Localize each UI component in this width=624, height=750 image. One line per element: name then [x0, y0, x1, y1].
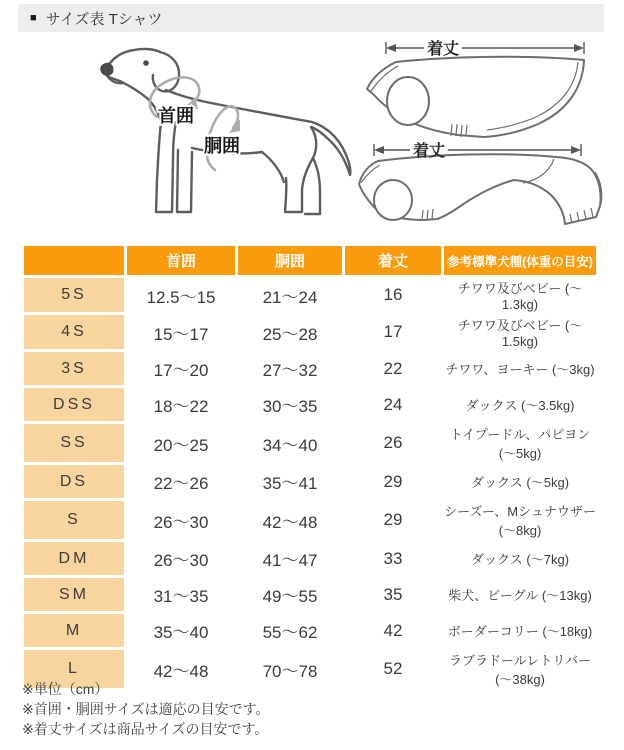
girth-cell: 42～48 [238, 501, 342, 539]
table-row [24, 352, 596, 385]
length-cell: 26 [345, 424, 441, 462]
neck-cell: 26～30 [127, 501, 235, 539]
table-row [24, 424, 596, 462]
size-cell: DSS [24, 388, 124, 421]
size-cell: S [24, 501, 124, 539]
header-cell-length: 着丈 [345, 246, 441, 275]
length-cell: 22 [345, 352, 441, 385]
page-title: サイズ表 Tシャツ [45, 10, 163, 28]
length-cell: 33 [345, 542, 441, 575]
girth-cell: 21～24 [238, 278, 342, 312]
note-unit: ※単位（cm） [22, 681, 109, 697]
neck-cell: 42～48 [127, 650, 235, 688]
neck-cell: 17～20 [127, 352, 235, 385]
girth-cell: 49～55 [238, 578, 342, 611]
table-row [24, 578, 596, 611]
neck-cell: 26～30 [127, 542, 235, 575]
neck-cell: 22～26 [127, 465, 235, 498]
table-row [24, 542, 596, 575]
size-cell: M [24, 614, 124, 647]
girth-cell: 30～35 [238, 388, 342, 421]
front-leg-hole [374, 180, 412, 220]
footnotes [22, 679, 270, 739]
neck-cell: 12.5～15 [127, 278, 235, 312]
bodysuit-diagram [359, 154, 601, 224]
length-cell: 29 [345, 465, 441, 498]
size-cell: 3S [24, 352, 124, 385]
table-row [24, 614, 596, 647]
size-cell: DS [24, 465, 124, 498]
tshirt-diagram [367, 57, 584, 137]
length-cell: 29 [345, 501, 441, 539]
length-cell: 16 [345, 278, 441, 312]
length-label-bottom: 着丈 [412, 143, 446, 160]
breed-cell: 柴犬、ビーグル (～13kg) [444, 578, 596, 611]
neck-cell: 18～22 [127, 388, 235, 421]
size-cell: SS [24, 424, 124, 462]
size-cell: DM [24, 542, 124, 575]
neck-label: 首囲 [158, 106, 194, 126]
breed-cell: ダックス (～7kg) [444, 542, 596, 575]
length-cell: 17 [345, 315, 441, 349]
girth-cell: 55～62 [238, 614, 342, 647]
size-cell: 5S [24, 278, 124, 312]
table-row [24, 388, 596, 421]
size-cell: L [24, 650, 124, 688]
square-bullet-icon: ■ [30, 12, 37, 24]
girth-cell: 70～78 [238, 650, 342, 688]
length-cell: 52 [345, 650, 441, 688]
breed-cell: シーズー、Mシュナウザー (～8kg) [444, 501, 596, 539]
note-fit: ※首囲・胴囲サイズは適応の目安です。 [22, 701, 270, 717]
table-header-row [24, 246, 596, 275]
dog-eye [143, 60, 149, 66]
front-leg-hole [387, 77, 429, 125]
neck-cell: 15～17 [127, 315, 235, 349]
header-cell-size [24, 246, 124, 275]
neck-cell: 31～35 [127, 578, 235, 611]
table-row [24, 501, 596, 539]
breed-cell: チワワ及びベビー (～1.5kg) [444, 315, 596, 349]
length-cell: 35 [345, 578, 441, 611]
note-length: ※着丈サイズは商品サイズの目安です。 [22, 721, 269, 737]
breed-cell: チワワ、ヨーキー (～3kg) [444, 352, 596, 385]
girth-cell: 25～28 [238, 315, 342, 349]
breed-cell: チワワ及びベビー (～1.3kg) [444, 278, 596, 312]
header-cell-breed: 参考標準犬種(体重の目安) [444, 246, 596, 275]
girth-cell: 27～32 [238, 352, 342, 385]
girth-cell: 35～41 [238, 465, 342, 498]
size-cell: SM [24, 578, 124, 611]
neck-cell: 20～25 [127, 424, 235, 462]
breed-cell: ボーダーコリー (～18kg) [444, 614, 596, 647]
dog-illustration [100, 49, 350, 214]
length-label-top: 着丈 [426, 41, 460, 58]
table-row [24, 278, 596, 312]
table-row [24, 465, 596, 498]
dog-nose [100, 63, 113, 76]
header-cell-neck: 首囲 [127, 246, 235, 275]
breed-cell: ダックス (～5kg) [444, 465, 596, 498]
length-cell: 42 [345, 614, 441, 647]
page-title-bar [18, 4, 604, 32]
size-table [21, 243, 599, 691]
neck-cell: 35～40 [127, 614, 235, 647]
size-cell: 4S [24, 315, 124, 349]
header-cell-girth: 胴囲 [238, 246, 342, 275]
table-row [24, 315, 596, 349]
breed-cell: ダックス (～3.5kg) [444, 388, 596, 421]
breed-cell: ラブラドールレトリバー (～38kg) [444, 650, 596, 688]
girth-cell: 41～47 [238, 542, 342, 575]
breed-cell: トイプードル、パピヨン (～5kg) [444, 424, 596, 462]
length-arrow-top-icon [386, 42, 584, 54]
girth-cell: 34～40 [238, 424, 342, 462]
measurement-diagram [0, 33, 624, 245]
length-cell: 24 [345, 388, 441, 421]
girth-label: 胴囲 [204, 136, 240, 156]
